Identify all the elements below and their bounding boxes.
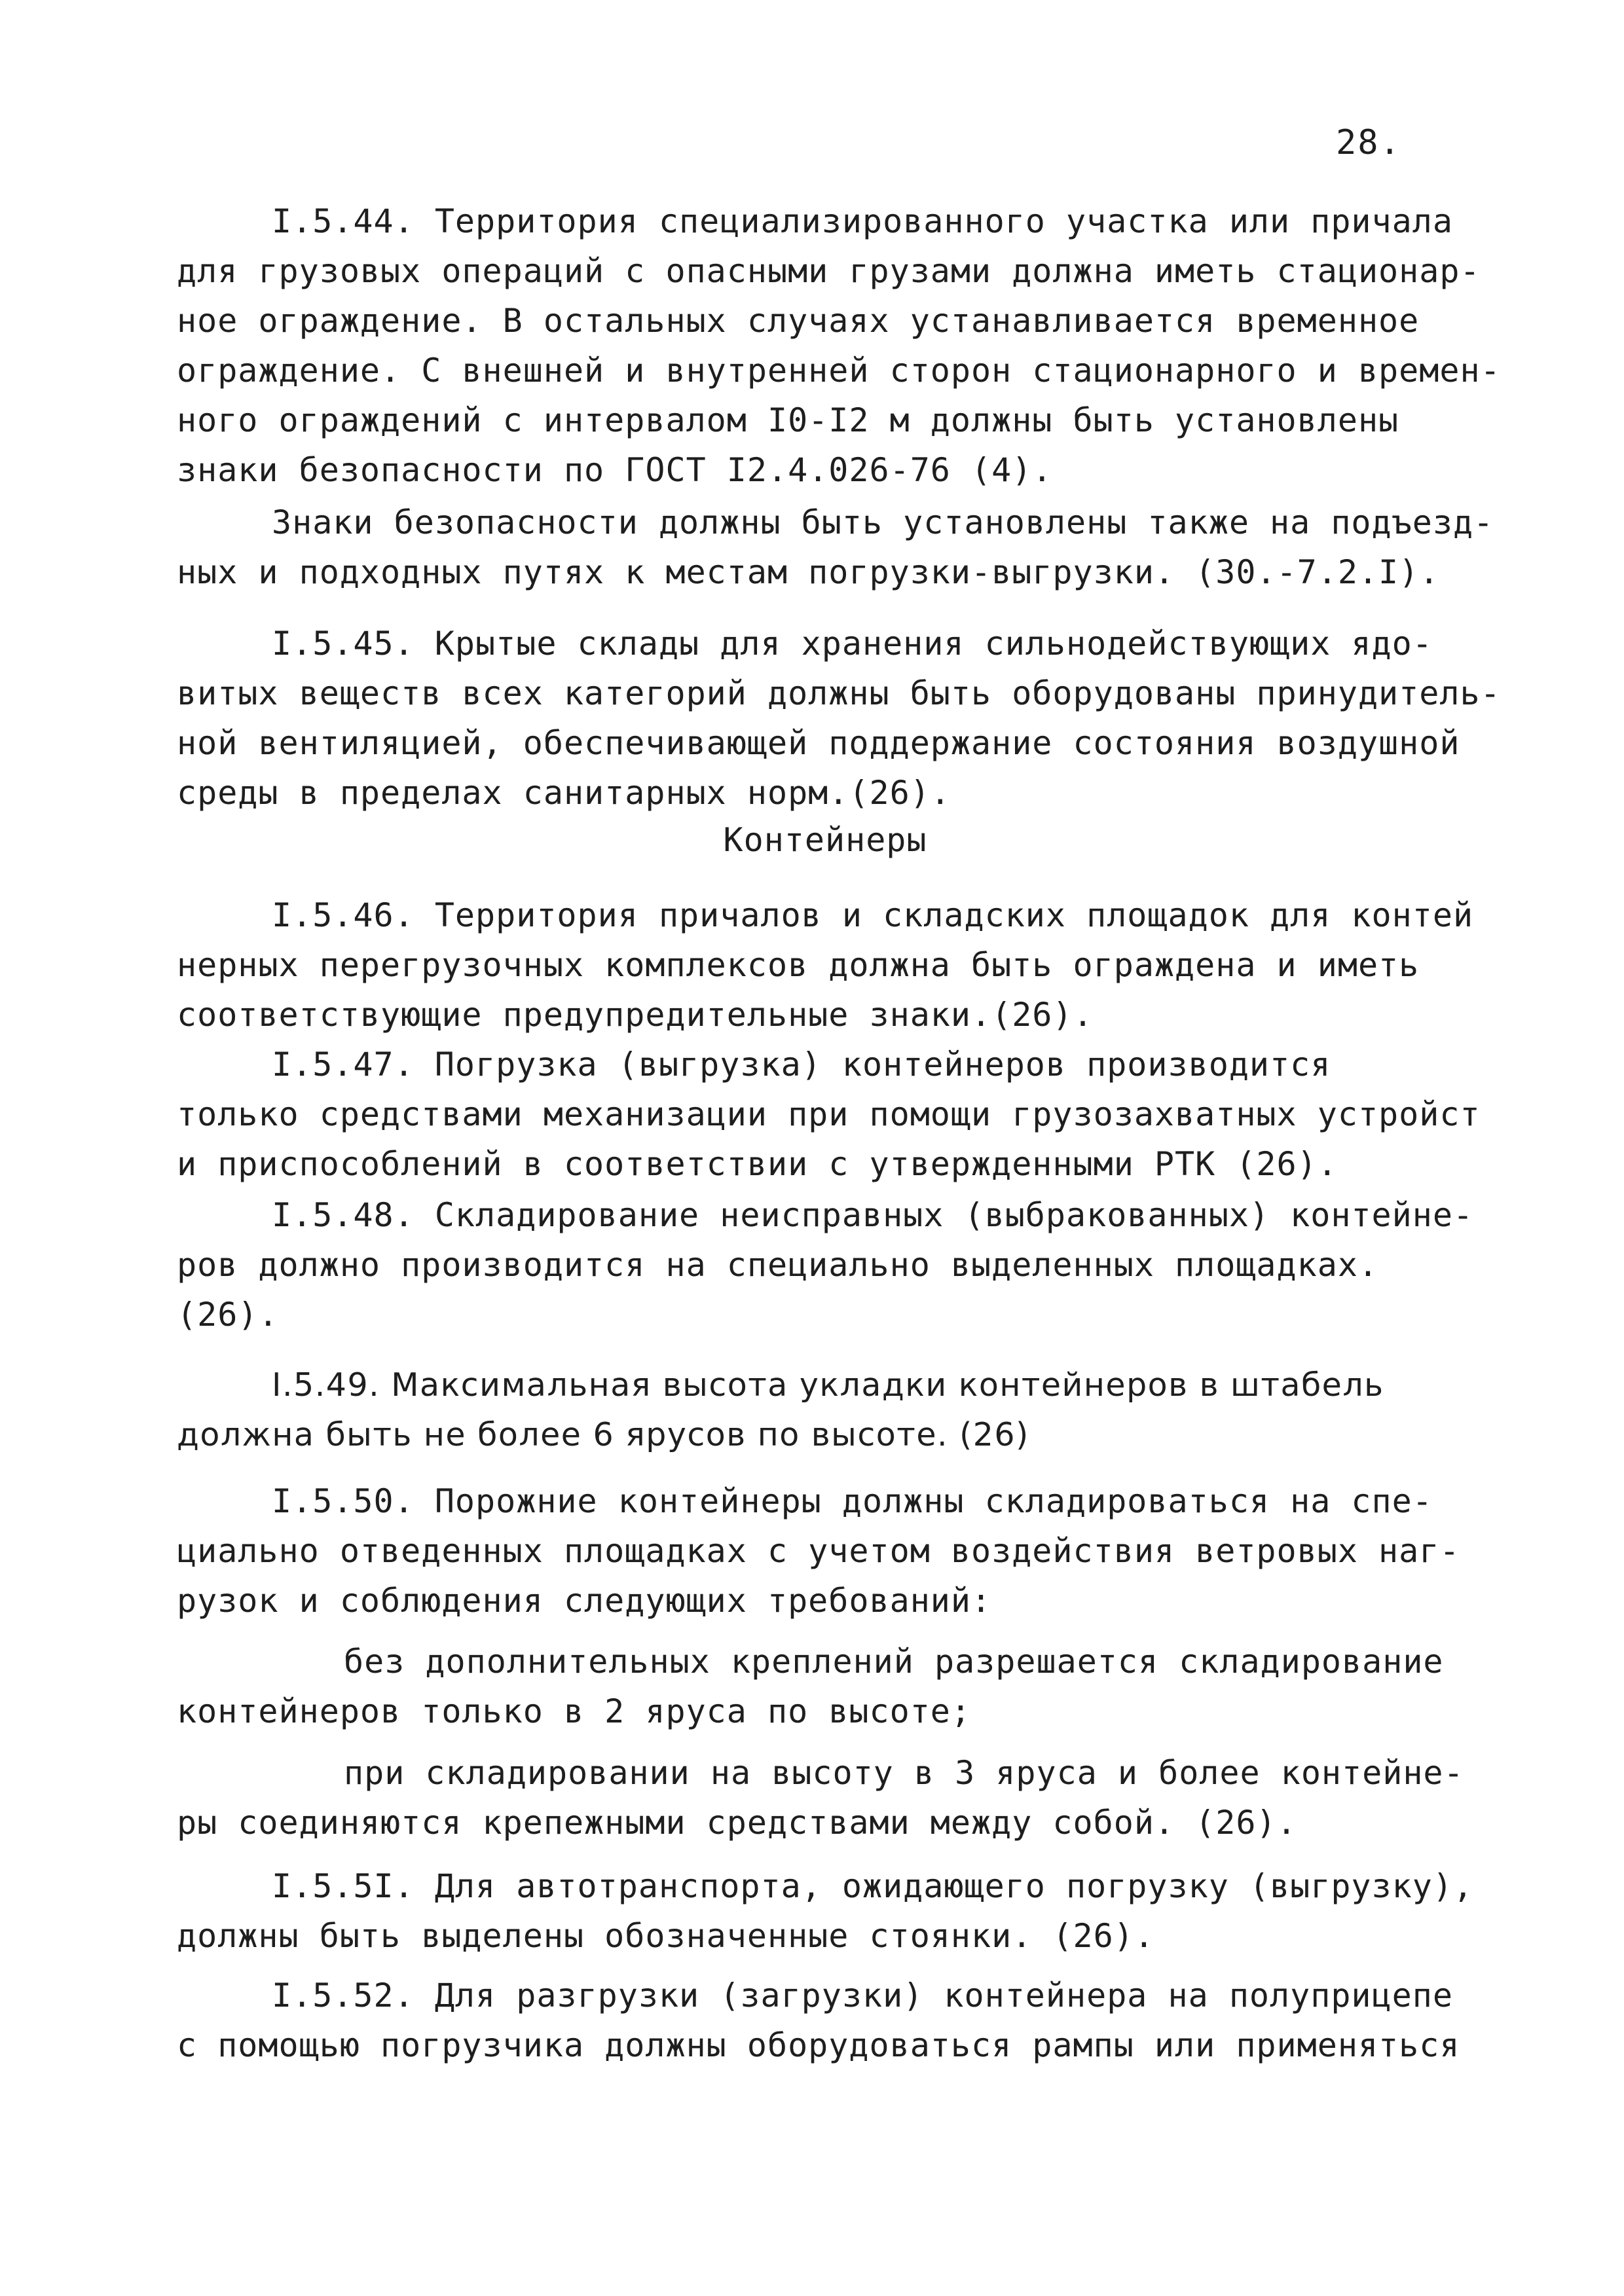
paragraph-1-5-49: [177, 1360, 1500, 1460]
text-line: и приспособлений в соответствии с утвержденными РТК (26).: [177, 1145, 1338, 1183]
text-line: I.5.52. Для разгрузки (загрузки) контейнера на полуприцепе: [272, 1977, 1453, 2014]
text-line: ры соединяются крепежными средствами между собой. (26).: [177, 1804, 1297, 1842]
text-line: циально отведенных площадках с учетом воздействия ветровых наг-: [177, 1532, 1460, 1570]
text-line: должны быть выделены обозначенные стоянки. (26).: [177, 1917, 1154, 1955]
text-line: ров должно производится на специально выделенных площадках.: [177, 1246, 1379, 1284]
text-line: витых веществ всех категорий должны быть оборудованы принудитель-: [177, 674, 1501, 712]
text-line: при складировании на высоту в 3 яруса и более контейне-: [344, 1754, 1464, 1792]
text-line: I.5.48. Складирование неисправных (выбракованных) контейне-: [272, 1196, 1474, 1234]
paragraph-1-5-51: [177, 1861, 1500, 1961]
text-line: ного ограждений с интервалом I0-I2 м должны быть установлены: [177, 401, 1399, 439]
text-line: контейнеров только в 2 яруса по высоте;: [177, 1692, 971, 1730]
text-line: Знаки безопасности должны быть установлены также на подъезд-: [272, 503, 1494, 541]
text-line: I.5.49. Максимальная высота укладки контейнеров в штабель: [272, 1366, 1384, 1404]
page-number: 28.: [1336, 123, 1401, 162]
text-line: I.5.5I. Для автотранспорта, ожидающего погрузку (выгрузку),: [272, 1867, 1474, 1905]
section-heading-text: Контейнеры: [723, 821, 927, 859]
text-line: с помощью погрузчика должны оборудоваться рампы или применяться: [177, 2026, 1460, 2064]
text-line: знаки безопасности по ГОСТ I2.4.026-76 (4).: [177, 451, 1053, 489]
text-line: соответствующие предупредительные знаки.(26).: [177, 996, 1094, 1034]
text-line: среды в пределах санитарных норм.(26).: [177, 774, 951, 812]
paragraph-requirement-2: [177, 1748, 1500, 1848]
text-line: I.5.47. Погрузка (выгрузка) контейнеров производится: [272, 1046, 1331, 1084]
paragraph-1-5-44: [177, 196, 1500, 495]
text-line: для грузовых операций с опасными грузами должна иметь стационар-: [177, 252, 1481, 290]
text-line: I.5.45. Крытые склады для хранения сильнодействующих ядо-: [272, 625, 1433, 663]
text-line: должна быть не более 6 ярусов по высоте. (26): [177, 1416, 1029, 1453]
text-line: ное ограждение. В остальных случаях устанавливается временное: [177, 302, 1420, 340]
text-line: I.5.46. Территория причалов и складских площадок для контей: [272, 896, 1474, 934]
text-line: рузок и соблюдения следующих требований:: [177, 1582, 992, 1620]
section-heading: [0, 815, 1624, 865]
text-line: только средствами механизации при помощи грузозахватных устройст: [177, 1095, 1481, 1133]
paragraph-1-5-50: [177, 1476, 1500, 1626]
text-line: нерных перегрузочных комплексов должна быть ограждена и иметь: [177, 946, 1420, 984]
text-line: ной вентиляцией, обеспечивающей поддержание состояния воздушной: [177, 724, 1460, 762]
text-line: I.5.50. Порожние контейнеры должны складироваться на спе-: [272, 1482, 1433, 1520]
paragraph-requirement-1: [177, 1637, 1500, 1736]
text-line: ных и подходных путях к местам погрузки-выгрузки. (30.-7.2.I).: [177, 553, 1440, 591]
paragraph-safety-signs: [177, 498, 1500, 597]
text-line: (26).: [177, 1296, 279, 1334]
paragraph-1-5-45: [177, 619, 1500, 818]
paragraph-1-5-48: [177, 1190, 1500, 1339]
text-line: I.5.44. Территория специализированного участка или причала: [272, 202, 1453, 240]
text-line: без дополнительных креплений разрешается складирование: [344, 1643, 1444, 1681]
paragraph-1-5-47: [177, 1040, 1500, 1189]
paragraph-1-5-52: [177, 1971, 1500, 2070]
paragraph-1-5-46: [177, 890, 1500, 1040]
text-line: ограждение. С внешней и внутренней сторон стационарного и времен-: [177, 352, 1501, 390]
